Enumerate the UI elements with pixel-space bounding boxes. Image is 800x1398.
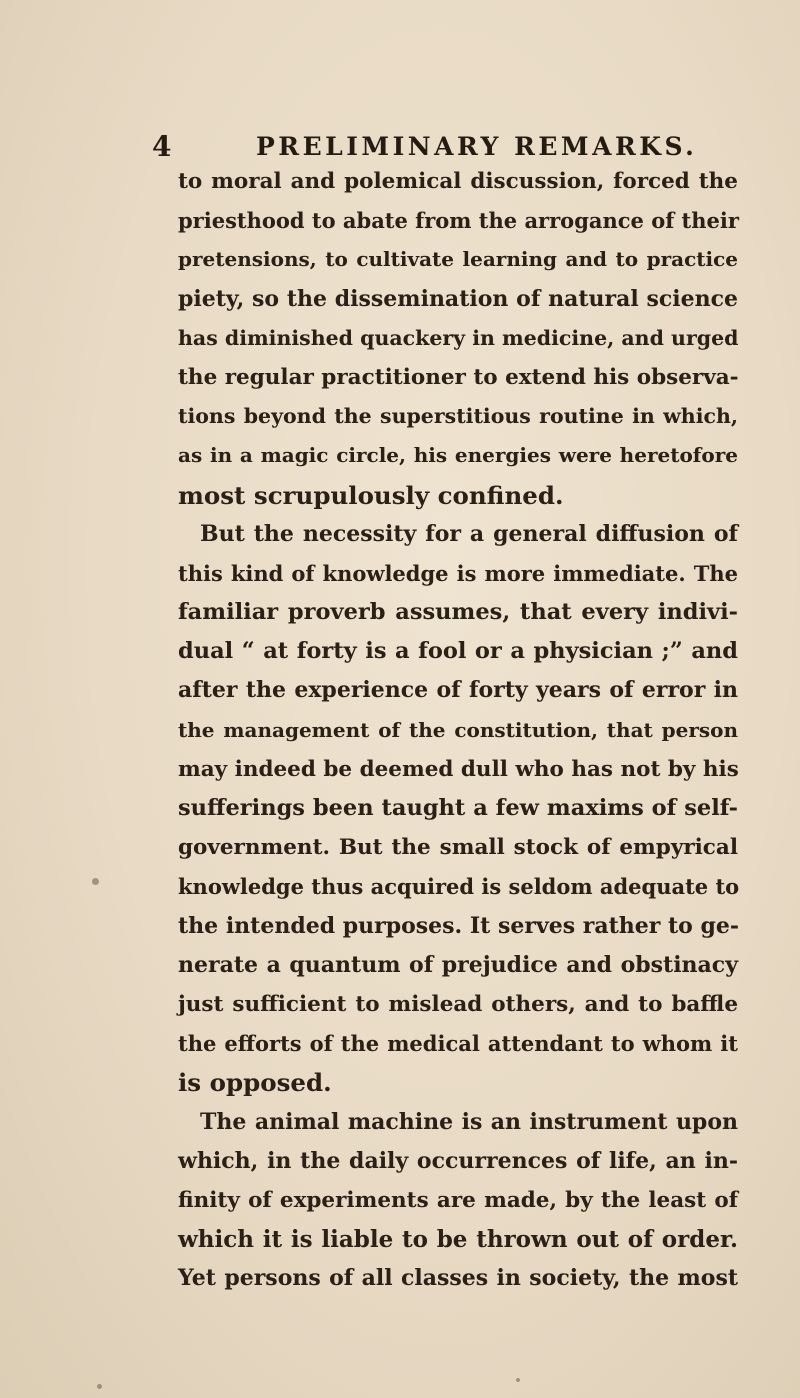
paragraph-start-line: But the necessity for a general diffusion of xyxy=(200,520,738,547)
page-number: 4 xyxy=(152,130,172,163)
text-line: priesthood to abate from the arrogance of their xyxy=(178,208,739,234)
text-line: dual “ at forty is a fool or a physician ;” and xyxy=(178,638,738,665)
paper-spot xyxy=(516,1378,520,1382)
text-line: as in a magic circle, his energies were heretofore xyxy=(178,443,738,468)
text-line: the regular practitioner to extend his observa- xyxy=(178,364,739,390)
text-line: may indeed be deemed dull who has not by his xyxy=(178,756,739,782)
text-line: finity of experiments are made, by the least of xyxy=(178,1187,738,1213)
text-line: which it is liable to be thrown out of order. xyxy=(178,1226,738,1254)
text-line: tions beyond the superstitious routine in which, xyxy=(178,404,738,429)
text-line: nerate a quantum of prejudice and obstinacy xyxy=(178,951,738,978)
text-line: knowledge thus acquired is seldom adequate to xyxy=(178,874,740,900)
body-text xyxy=(178,162,738,1298)
paragraph-start-line: The animal machine is an instrument upon xyxy=(200,1108,738,1135)
text-line: this kind of knowledge is more immediate. The xyxy=(178,560,738,586)
paragraph-end-line: is opposed. xyxy=(178,1068,332,1098)
text-line: Yet persons of all classes in society, the most xyxy=(178,1265,738,1292)
text-line: has diminished quackery in medicine, and urged xyxy=(178,325,739,350)
text-line: sufferings been taught a few maxims of self- xyxy=(178,795,738,821)
text-line: pretensions, to cultivate learning and to practice xyxy=(178,247,738,272)
text-line: after the experience of forty years of error in xyxy=(178,677,738,704)
paper-spot xyxy=(92,878,99,885)
text-line: government. But the small stock of empyrical xyxy=(178,835,738,861)
text-line: just sufficient to mislead others, and to baffle xyxy=(178,991,738,1017)
running-head: PRELIMINARY REMARKS. xyxy=(256,132,698,161)
text-line: the management of the constitution, that person xyxy=(178,717,738,742)
text-line: piety, so the dissemination of natural science xyxy=(178,285,738,312)
paragraph-end-line: most scrupulously confined. xyxy=(178,480,564,510)
text-line: the intended purposes. It serves rather to ge- xyxy=(178,912,740,939)
text-line: the efforts of the medical attendant to whom it xyxy=(178,1031,738,1057)
text-line: which, in the daily occurrences of life, an in- xyxy=(178,1147,738,1174)
paper-spot xyxy=(97,1384,102,1389)
text-line: to moral and polemical discussion, forced the xyxy=(178,169,738,194)
text-line: familiar proverb assumes, that every indivi- xyxy=(178,599,738,626)
